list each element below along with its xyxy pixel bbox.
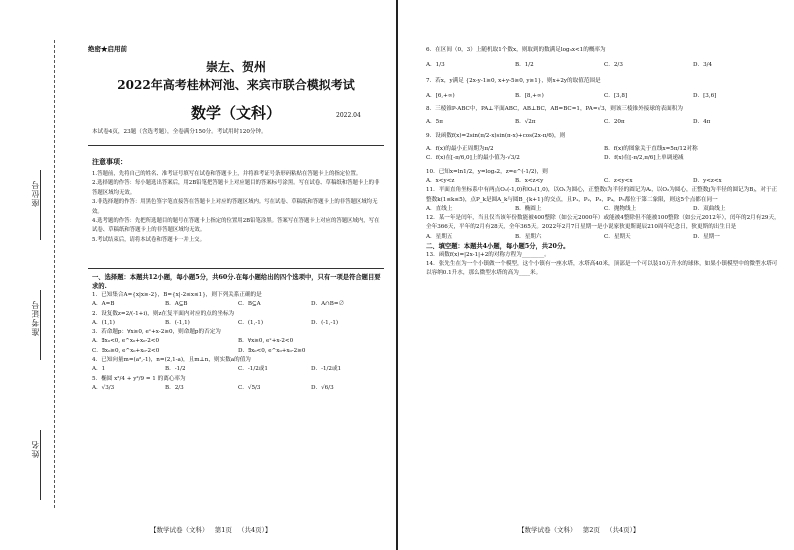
- question-text: 13．函数f(x)=|2x-1|+2的对称方程为________。: [426, 252, 550, 259]
- options-row: [92, 300, 384, 309]
- options-row: [92, 365, 384, 374]
- question-text: 6．在区间（0，3）上随机取1个数x，则取到的数满足log₃x<1的概率为: [426, 47, 606, 53]
- name-label: 姓名: [31, 440, 40, 458]
- question-text: 14．张先生在为一个小镇做一个模型，这个小镇有一座水塔，水塔高40米，顶部是一个可以装10万升水的球体，如果小镇模型中的微型水塔可以容纳0.1升水，那么微型水塔的高为____米。: [426, 261, 778, 277]
- option: D．4π: [693, 119, 711, 126]
- option: B．(-1,1): [165, 319, 190, 326]
- options-row: [92, 337, 384, 346]
- option: C．√5/3: [238, 385, 261, 392]
- option: D．-1/2或1: [311, 366, 342, 373]
- option: D．A∩B=∅: [311, 301, 345, 308]
- option: C．[3,8]: [604, 92, 628, 99]
- question-area: [92, 273, 384, 393]
- binding-line: [54, 40, 55, 508]
- option: D．双曲线上: [693, 205, 726, 212]
- question-text: 1．已知集合A={x|x≥-2}，B={x|-2≤x≤1}，则下列关系正确的是: [92, 292, 262, 298]
- option: A．√3/3: [92, 385, 115, 392]
- options-row: [426, 233, 782, 242]
- options-row: [426, 145, 782, 154]
- question-text: 10．已知x=ln1/2，y=log₃2，z=e^(-1/2)，则: [426, 168, 548, 175]
- exam-title-line2: 2022年高考桂林河池、来宾市联合模拟考试: [117, 78, 355, 92]
- option: A．直线上: [426, 205, 453, 212]
- question-area: [426, 46, 782, 279]
- option: B．A⊆B: [165, 301, 188, 308]
- notes-list: [92, 170, 384, 245]
- options-row: [92, 384, 384, 393]
- option: C．∃x₀≥0, e^x₀+x₀-2<0: [92, 347, 160, 354]
- options-row: [92, 319, 384, 328]
- option: A．1: [92, 366, 106, 373]
- option: D．√6/3: [311, 385, 334, 392]
- option: C．f(x)在[-π/6,0]上的最小值为-√3/2: [426, 155, 520, 162]
- question-text: 12．某一年是闰年，当且仅当该年份数能被400整除（如公元2000年）或能被4整除但不能被100整除（如公元2012年），闰年的2月有29天，全年366天，平年的2月有28天，全年365天。2022年2月7日星期一是小说家狄更斯诞辰210周年纪念日，狄更斯的出生日是: [426, 215, 780, 231]
- notes-heading: 注意事项：: [92, 157, 127, 166]
- name-blank: [40, 430, 41, 500]
- option: D．(-1,-1): [311, 319, 339, 326]
- option: C．2/3: [604, 62, 623, 69]
- question-text: 5．椭圆 x²/4 + y²/9 = 1 的离心率为: [92, 375, 186, 382]
- option: A．(1,1): [92, 319, 115, 326]
- option: B．-1/2: [165, 366, 186, 373]
- divider-rule: [88, 268, 384, 269]
- option: B．∀x≥0, eˣ+x-2<0: [238, 338, 294, 345]
- option: C．z<y<x: [604, 178, 633, 185]
- option: A．星期五: [426, 233, 453, 240]
- option: B．星期六: [515, 233, 542, 240]
- note-item: 2.选择题的作答：每小题选出答案后，用2B铅笔把答题卡上对应题目的答案标号涂黑。写在试卷、草稿纸和答题卡上的非答题区域均无效。: [92, 180, 380, 196]
- option: D．∃x₀<0, e^x₀+x₀-2≥0: [238, 347, 306, 354]
- option: C．(1,-1): [238, 319, 264, 326]
- option: B．1/2: [515, 62, 534, 69]
- option: D．y<z<x: [693, 178, 722, 185]
- option: A．5π: [426, 119, 443, 126]
- question-text: 4．已知向量m=(a²,-1)，n=(2,1-a)，且m⊥n，则实数a的值为: [92, 357, 251, 364]
- option: B．2/3: [165, 385, 184, 392]
- exam-id-blank: [40, 290, 41, 360]
- option: D．3/4: [693, 62, 713, 69]
- option: A．[6,+∞): [426, 92, 455, 99]
- option: C．抛物线上: [604, 205, 637, 212]
- note-item: 5.考试结束后，请将本试卷和答题卡一并上交。: [92, 236, 205, 243]
- question-text: 3．若命题p：∀x≥0, eˣ+x-2≥0，则命题p的否定为: [92, 329, 221, 336]
- divider-rule: [88, 145, 384, 146]
- question-text: 9．设函数f(x)=2sin(π/2-x)sin(π-x)+cos(2x-π/6)，则: [426, 132, 566, 139]
- options-row: [426, 154, 782, 163]
- option: B．椭圆上: [515, 205, 542, 212]
- option: A．1/3: [426, 62, 445, 69]
- option: A．A=B: [92, 301, 115, 308]
- option: D．星期一: [693, 233, 720, 240]
- page-footer: 【数学试卷（文科） 第2页 （共4页）】: [518, 526, 640, 534]
- exam-subject: 数学（文科）: [190, 104, 281, 122]
- note-item: 3.非选择题的作答：用黑色签字笔直接答在答题卡上对应的答题区域内。写在试卷、草稿纸和答题卡上的非答题区域均无效。: [92, 199, 378, 215]
- options-row: [426, 177, 782, 186]
- seat-number-label: 座位号: [31, 180, 40, 207]
- exam-id-label: 准考证号: [31, 300, 40, 336]
- option: B．x<z<y: [515, 178, 544, 185]
- option: B．f(x)的图象关于直线x=5π/12对称: [604, 146, 698, 153]
- option: C．-1/2或1: [238, 366, 268, 373]
- question-text: 11．平面直角坐标系中有两点O₁(-1,0)和O₂(1,0)，以O₁为圆心，正整数i为半径的圆记为Aᵢ，以O₂为圆心，正整数j为半径的圆记为Bⱼ，对于正整数k(1≤k≤5)，点P_k是圆A_k与圆B_{k+1}的交点，且P₁，P₂，P₃，P₄，P₅都位于第二象限，则这5个点都在同一: [426, 187, 778, 203]
- note-item: 4.选考题的作答：先把所选题目的题号在答题卡上指定的位置用2B铅笔涂黑。答案写在答题卡上对应的答题区域内，写在试卷、草稿纸和答题卡上的非答题区域均无效。: [92, 218, 380, 234]
- option: C．B⊆A: [238, 301, 261, 308]
- option: B．√2π: [515, 119, 536, 126]
- note-item: 1.答题前，先将自己的姓名、准考证号填写在试卷和答题卡上，并将准考证号条形码粘贴在答题卡上的指定位置。: [92, 171, 362, 177]
- option: C．星期天: [604, 233, 631, 240]
- option: D．f(x)在[-π/2,π/6]上单调递减: [604, 155, 684, 162]
- options-row: [92, 347, 384, 356]
- option: A．∃x₀<0, e^x₀+x₀-2<0: [92, 338, 160, 345]
- option: C．20π: [604, 119, 625, 126]
- exam-page-2: [398, 0, 794, 550]
- confidential-mark: 绝密★启用前: [88, 45, 127, 53]
- options-row: [426, 205, 782, 214]
- option: D．[3,6]: [693, 92, 717, 99]
- options-row: [426, 61, 782, 70]
- page-footer: 【数学试卷（文科） 第1页 （共4页）】: [150, 526, 272, 534]
- options-row: [426, 92, 782, 101]
- options-row: [426, 118, 782, 127]
- option: B．[8,+∞): [515, 92, 544, 99]
- section-heading: 一、选择题：本题共12小题，每小题5分，共60分.在每小题给出的四个选项中，只有一项是符合题目要求的.: [92, 274, 381, 290]
- question-text: 2．设复数z=2/(-1+i)，则z在复平面内对应的点的坐标为: [92, 310, 235, 317]
- option: A．x<y<z: [426, 178, 455, 185]
- exam-page-1: [0, 0, 396, 550]
- exam-title-line1: 崇左、贺州: [205, 60, 266, 74]
- option: A．f(x)的最小正周期为π/2: [426, 146, 494, 153]
- exam-intro: 本试卷4页，23题（含选考题），全卷满分150分。考试用时120分钟。: [92, 129, 267, 135]
- question-text: 8．三棱锥P-ABC中，PA⊥平面ABC，AB⊥BC，AB=BC=1，PA=√3，则该三棱锥外接球的表面积为: [426, 106, 683, 113]
- seat-number-blank: [40, 170, 41, 240]
- question-text: 7．若x，y满足 {2x-y-1≥0, x+y-5≥0, y≥1}，则x+2y的取值范围是: [426, 77, 601, 84]
- exam-date: 2022.04: [336, 112, 361, 119]
- section-heading: 二、填空题：本题共4小题，每小题5分，共20分。: [426, 243, 570, 251]
